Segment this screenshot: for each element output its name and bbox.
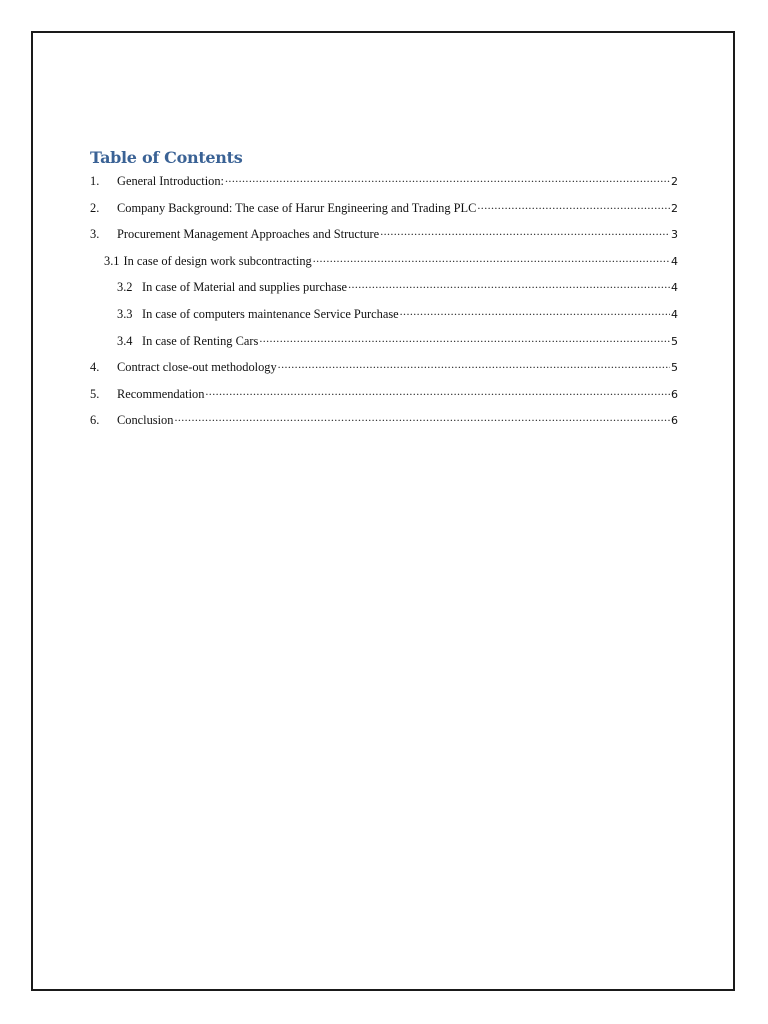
toc-entry-number: 3.4: [117, 333, 133, 348]
toc-entry-page: 4: [671, 307, 678, 321]
toc-dot-leader: [477, 200, 670, 212]
toc-entry-general-introduction[interactable]: [90, 168, 678, 195]
toc-entry-page: 3: [671, 228, 678, 242]
toc-dot-leader: [259, 333, 670, 345]
toc-dot-leader: [225, 173, 670, 185]
toc-entry-page: 4: [671, 281, 678, 295]
toc-entry-renting-cars[interactable]: [90, 328, 678, 355]
toc-entry-number: 3.3: [117, 306, 133, 321]
toc-entry-number: 2.: [90, 200, 100, 215]
toc-entry-procurement-management[interactable]: [90, 221, 678, 248]
toc-dot-leader: [174, 412, 670, 424]
toc-entry-number: 1.: [90, 174, 100, 188]
toc-entry-number: 5.: [90, 386, 100, 401]
toc-entry-page: 5: [671, 334, 678, 348]
toc-dot-leader: [313, 253, 670, 265]
toc-entry-conclusion[interactable]: [90, 407, 678, 434]
toc-dot-leader: [205, 386, 670, 398]
toc-entry-page: 2: [671, 201, 678, 215]
toc-entry-number: 3.: [90, 227, 100, 242]
toc-entry-label: Procurement Management Approaches and Structure: [117, 227, 380, 242]
toc-entry-number: 6.: [90, 413, 100, 428]
toc-dot-leader: [278, 359, 670, 371]
toc-entry-label: Recommendation: [117, 386, 205, 401]
toc-entry-number: 3.2: [117, 280, 133, 295]
toc-entry-number: 4.: [90, 360, 100, 375]
toc-entry-label: In case of Material and supplies purchase: [142, 280, 348, 295]
toc-entry-label: General Introduction:: [117, 174, 225, 188]
toc-dot-leader: [400, 306, 670, 318]
toc-entry-label: In case of Renting Cars: [142, 333, 259, 348]
toc-entry-label: Conclusion: [117, 413, 174, 428]
toc-title: Table of Contents: [90, 148, 243, 167]
table-of-contents: [90, 168, 678, 434]
toc-entry-label: In case of design work subcontracting: [123, 253, 312, 268]
toc-dot-leader: [348, 279, 670, 291]
toc-dot-leader: [380, 226, 670, 238]
toc-entry-page: 2: [671, 175, 678, 188]
toc-entry-number: 3.1: [104, 253, 120, 268]
toc-entry-page: 6: [671, 387, 678, 401]
toc-entry-label: Contract close-out methodology: [117, 360, 277, 375]
toc-entry-design-work-subcontracting[interactable]: [90, 248, 678, 275]
toc-entry-page: 4: [671, 254, 678, 268]
toc-entry-company-background[interactable]: [90, 195, 678, 222]
toc-entry-label: In case of computers maintenance Service Purchase: [142, 306, 399, 321]
toc-entry-contract-close-out[interactable]: [90, 354, 678, 381]
toc-entry-page: 6: [671, 414, 678, 428]
toc-entry-material-supplies-purchase[interactable]: [90, 274, 678, 301]
toc-entry-page: 5: [671, 361, 678, 375]
toc-entry-label: Company Background: The case of Harur Engineering and Trading PLC: [117, 200, 477, 215]
toc-entry-computers-maintenance[interactable]: [90, 301, 678, 328]
toc-entry-recommendation[interactable]: [90, 381, 678, 408]
